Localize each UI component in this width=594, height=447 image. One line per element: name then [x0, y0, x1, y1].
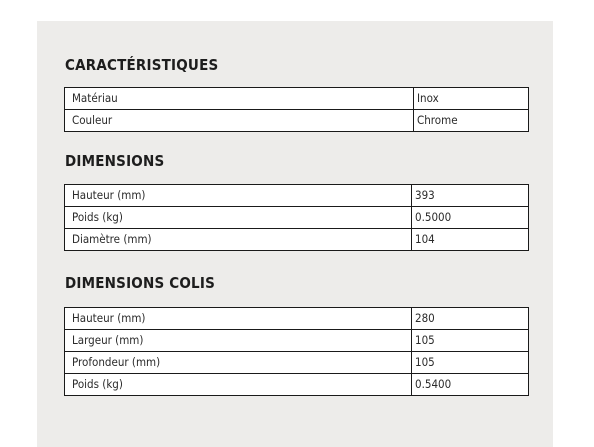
spec-label: Diamètre (mm): [65, 229, 412, 251]
section-title-package-dimensions: DIMENSIONS COLIS: [65, 274, 215, 292]
table-row: [65, 110, 529, 132]
table-row: [65, 88, 529, 110]
table-row: [65, 374, 529, 396]
spec-label: Hauteur (mm): [65, 185, 412, 207]
table-row: [65, 207, 529, 229]
table-row: [65, 229, 529, 251]
spec-label: Poids (kg): [65, 374, 412, 396]
spec-label: Hauteur (mm): [65, 308, 412, 330]
table-row: [65, 185, 529, 207]
spec-value: 393: [412, 185, 529, 207]
table-row: [65, 352, 529, 374]
spec-value: 280: [412, 308, 529, 330]
section-title-characteristics: CARACTÉRISTIQUES: [65, 56, 219, 74]
spec-value: Inox: [414, 88, 529, 110]
spec-label: Profondeur (mm): [65, 352, 412, 374]
spec-label: Poids (kg): [65, 207, 412, 229]
product-specs-panel: [37, 21, 553, 447]
spec-value: 105: [412, 330, 529, 352]
section-title-dimensions: DIMENSIONS: [65, 152, 165, 170]
characteristics-table: [64, 87, 529, 132]
spec-value: 105: [412, 352, 529, 374]
spec-label: Couleur: [65, 110, 414, 132]
table-row: [65, 308, 529, 330]
spec-value: 0.5000: [412, 207, 529, 229]
spec-label: Matériau: [65, 88, 414, 110]
spec-value: 0.5400: [412, 374, 529, 396]
package-dimensions-table: [64, 307, 529, 396]
dimensions-table: [64, 184, 529, 251]
spec-value: Chrome: [414, 110, 529, 132]
spec-label: Largeur (mm): [65, 330, 412, 352]
spec-value: 104: [412, 229, 529, 251]
table-row: [65, 330, 529, 352]
